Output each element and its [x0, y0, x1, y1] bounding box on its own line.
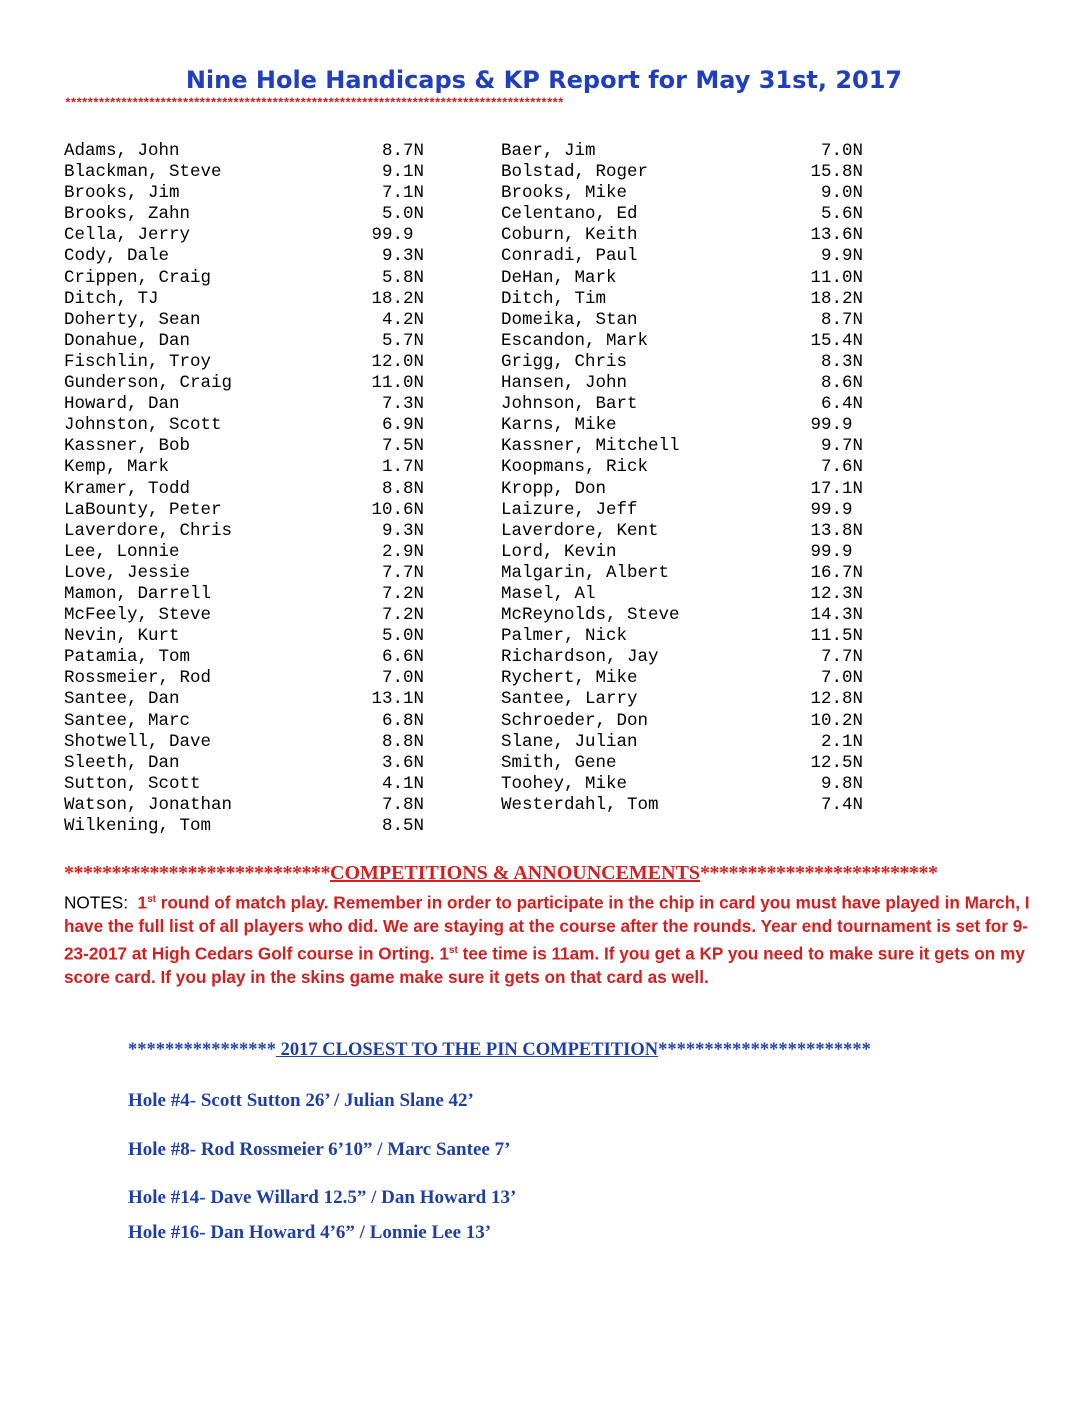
handicap-column-left	[64, 141, 424, 837]
player-handicap: 2.1N	[820, 731, 863, 752]
player-name: Baer, Jim	[501, 141, 596, 161]
player-row	[64, 436, 424, 457]
competitions-stars-left: ****************************	[64, 862, 330, 884]
player-name: Nevin, Kurt	[64, 626, 180, 647]
competitions-heading	[64, 862, 1024, 885]
player-name: Sleeth, Dan	[64, 752, 180, 773]
player-name: Johnson, Bart	[501, 394, 638, 415]
player-name: Kassner, Mitchell	[501, 436, 680, 457]
player-row	[501, 479, 863, 500]
player-handicap: 9.1N	[381, 162, 424, 183]
player-name: Laizure, Jeff	[501, 499, 638, 520]
page-title: Nine Hole Handicaps & KP Report for May 31st, 2017	[185, 66, 903, 94]
player-name: Adams, John	[64, 141, 180, 161]
notes-paragraph	[64, 888, 1032, 989]
player-name: Brooks, Mike	[501, 183, 628, 204]
player-handicap: 8.7N	[381, 141, 424, 161]
player-handicap: 7.1N	[381, 183, 424, 204]
player-handicap: 6.4N	[820, 394, 863, 415]
player-handicap: 99.9	[371, 225, 414, 246]
player-row	[501, 394, 863, 415]
player-row	[64, 774, 424, 795]
player-name: Karns, Mike	[501, 415, 617, 436]
player-row	[64, 268, 424, 289]
player-row	[501, 415, 863, 436]
player-handicap: 15.4N	[810, 330, 863, 351]
player-row	[64, 668, 424, 689]
player-handicap: 99.9	[810, 415, 853, 436]
player-name: Brooks, Jim	[64, 183, 180, 204]
player-name: Cody, Dale	[64, 246, 170, 267]
player-handicap: 8.8N	[381, 478, 424, 499]
player-handicap: 5.7N	[381, 330, 424, 351]
player-row	[64, 331, 424, 352]
player-row	[501, 753, 863, 774]
kp-heading-label: 2017 CLOSEST TO THE PIN COMPETITION	[276, 1040, 659, 1060]
player-row	[501, 689, 863, 710]
competitions-stars-right: *************************	[700, 862, 938, 884]
player-row	[501, 563, 863, 584]
player-row	[64, 732, 424, 753]
player-name: Toohey, Mike	[501, 773, 628, 794]
player-handicap: 13.6N	[810, 225, 863, 246]
player-row	[501, 774, 863, 795]
player-name: Palmer, Nick	[501, 626, 628, 647]
player-row	[64, 162, 424, 183]
player-name: Watson, Jonathan	[64, 794, 233, 815]
player-handicap: 9.0N	[820, 183, 863, 204]
player-row	[64, 521, 424, 542]
player-handicap: 99.9	[810, 541, 853, 562]
player-name: Smith, Gene	[501, 752, 617, 773]
player-row	[64, 626, 424, 647]
player-handicap: 10.6N	[371, 499, 424, 520]
player-name: Johnston, Scott	[64, 415, 222, 436]
player-handicap: 5.0N	[381, 626, 424, 647]
player-name: Coburn, Keith	[501, 225, 638, 246]
player-handicap: 9.7N	[820, 436, 863, 457]
player-handicap: 13.1N	[371, 689, 424, 710]
notes-ordinal-1: st	[147, 894, 157, 905]
player-name: Blackman, Steve	[64, 162, 222, 183]
player-row	[64, 605, 424, 626]
player-handicap: 7.0N	[820, 141, 863, 161]
player-row	[501, 183, 863, 204]
player-handicap: 7.2N	[381, 605, 424, 626]
player-name: Cella, Jerry	[64, 225, 191, 246]
player-handicap: 18.2N	[371, 288, 424, 309]
player-handicap: 99.9	[810, 499, 853, 520]
player-name: McFeely, Steve	[64, 605, 212, 626]
player-row	[64, 542, 424, 563]
player-handicap: 13.8N	[810, 520, 863, 541]
notes-text-1: 1	[137, 892, 148, 913]
kp-hole-16: Hole #16- Dan Howard 4’6” / Lonnie Lee 13’	[128, 1222, 492, 1243]
handicap-column-right	[501, 141, 863, 816]
player-name: Crippen, Craig	[64, 267, 212, 288]
player-name: Doherty, Sean	[64, 309, 201, 330]
player-name: Lee, Lonnie	[64, 541, 180, 562]
player-handicap: 8.3N	[820, 351, 863, 372]
player-handicap: 3.6N	[381, 752, 424, 773]
player-handicap: 8.8N	[381, 731, 424, 752]
player-name: Koopmans, Rick	[501, 457, 649, 478]
player-name: Kramer, Todd	[64, 478, 191, 499]
player-handicap: 8.6N	[820, 373, 863, 394]
player-row	[501, 141, 863, 162]
player-row	[501, 436, 863, 457]
player-handicap: 9.3N	[381, 246, 424, 267]
player-handicap: 6.9N	[381, 415, 424, 436]
player-row	[501, 373, 863, 394]
player-handicap: 7.4N	[820, 794, 863, 815]
player-row	[501, 521, 863, 542]
notes-label: NOTES:	[64, 892, 128, 913]
player-name: Shotwell, Dave	[64, 731, 212, 752]
player-name: Santee, Larry	[501, 689, 638, 710]
player-handicap: 12.3N	[810, 583, 863, 604]
player-row	[64, 500, 424, 521]
player-name: Conradi, Paul	[501, 246, 638, 267]
player-name: Love, Jessie	[64, 562, 191, 583]
player-row	[64, 183, 424, 204]
player-name: Kassner, Bob	[64, 436, 191, 457]
player-row	[64, 479, 424, 500]
player-row	[501, 647, 863, 668]
player-name: Celentano, Ed	[501, 204, 638, 225]
player-row	[501, 225, 863, 246]
player-name: Bolstad, Roger	[501, 162, 649, 183]
kp-heading	[128, 1040, 1008, 1061]
player-row	[501, 605, 863, 626]
player-name: Schroeder, Don	[501, 710, 649, 731]
player-row	[501, 626, 863, 647]
player-handicap: 7.7N	[381, 562, 424, 583]
player-name: Laverdore, Chris	[64, 520, 233, 541]
player-row	[501, 795, 863, 816]
player-handicap: 7.0N	[381, 668, 424, 689]
player-row	[501, 584, 863, 605]
player-name: Kropp, Don	[501, 478, 607, 499]
player-name: Laverdore, Kent	[501, 520, 659, 541]
player-handicap: 7.6N	[820, 457, 863, 478]
player-row	[501, 162, 863, 183]
player-row	[64, 563, 424, 584]
player-row	[501, 457, 863, 478]
player-name: Kemp, Mark	[64, 457, 170, 478]
player-row	[501, 500, 863, 521]
player-name: Fischlin, Troy	[64, 351, 212, 372]
kp-hole-4: Hole #4- Scott Sutton 26’ / Julian Slane 42’	[128, 1090, 474, 1111]
player-name: Gunderson, Craig	[64, 373, 233, 394]
player-handicap: 5.6N	[820, 204, 863, 225]
player-handicap: 14.3N	[810, 605, 863, 626]
player-name: Brooks, Zahn	[64, 204, 191, 225]
player-name: Donahue, Dan	[64, 330, 191, 351]
player-handicap: 5.0N	[381, 204, 424, 225]
player-handicap: 11.0N	[371, 373, 424, 394]
player-handicap: 12.5N	[810, 752, 863, 773]
player-row	[64, 352, 424, 373]
player-handicap: 1.7N	[381, 457, 424, 478]
player-row	[501, 668, 863, 689]
player-row	[501, 204, 863, 225]
player-row	[501, 352, 863, 373]
player-row	[501, 268, 863, 289]
player-name: Domeika, Stan	[501, 309, 638, 330]
player-name: Richardson, Jay	[501, 647, 659, 668]
player-handicap: 16.7N	[810, 562, 863, 583]
player-name: Mamon, Darrell	[64, 583, 212, 604]
kp-stars-left: ****************	[128, 1040, 276, 1060]
player-name: Lord, Kevin	[501, 541, 617, 562]
player-name: Sutton, Scott	[64, 773, 201, 794]
player-row	[64, 373, 424, 394]
player-row	[64, 753, 424, 774]
player-name: Ditch, Tim	[501, 288, 607, 309]
player-name: Malgarin, Albert	[501, 562, 670, 583]
competitions-heading-label: COMPETITIONS & ANNOUNCEMENTS	[330, 862, 701, 884]
player-row	[501, 732, 863, 753]
player-name: Westerdahl, Tom	[501, 794, 659, 815]
player-name: DeHan, Mark	[501, 267, 617, 288]
player-name: Escandon, Mark	[501, 330, 649, 351]
player-handicap: 4.2N	[381, 309, 424, 330]
player-row	[64, 795, 424, 816]
player-row	[64, 816, 424, 837]
player-name: Santee, Marc	[64, 710, 191, 731]
player-name: McReynolds, Steve	[501, 605, 680, 626]
player-handicap: 9.9N	[820, 246, 863, 267]
player-row	[501, 289, 863, 310]
player-handicap: 5.8N	[381, 267, 424, 288]
player-handicap: 7.8N	[381, 794, 424, 815]
player-name: Rossmeier, Rod	[64, 668, 212, 689]
player-row	[64, 457, 424, 478]
player-handicap: 4.1N	[381, 773, 424, 794]
player-row	[64, 310, 424, 331]
player-name: Patamia, Tom	[64, 647, 191, 668]
player-row	[501, 542, 863, 563]
player-handicap: 6.8N	[381, 710, 424, 731]
player-handicap: 11.5N	[810, 626, 863, 647]
player-name: Ditch, TJ	[64, 288, 159, 309]
player-row	[501, 331, 863, 352]
player-row	[64, 225, 424, 246]
player-handicap: 7.3N	[381, 394, 424, 415]
notes-text-2: round of match play. Remember in order to participate in the chip in card you must have played in March, I have the full list of all players who did. We are staying at the course after the rounds. Year end tournament is set for 9-23-2017 at High Cedars Golf course in Orting. 1	[64, 892, 1030, 964]
player-handicap: 7.2N	[381, 583, 424, 604]
player-row	[64, 246, 424, 267]
player-name: Wilkening, Tom	[64, 816, 212, 836]
player-handicap: 18.2N	[810, 288, 863, 309]
player-row	[64, 289, 424, 310]
player-name: Slane, Julian	[501, 731, 638, 752]
player-handicap: 8.5N	[381, 816, 424, 836]
player-row	[501, 310, 863, 331]
player-handicap: 7.7N	[820, 647, 863, 668]
player-handicap: 17.1N	[810, 478, 863, 499]
player-handicap: 2.9N	[381, 541, 424, 562]
player-handicap: 12.0N	[371, 351, 424, 372]
player-handicap: 8.7N	[820, 309, 863, 330]
player-row	[64, 204, 424, 225]
player-name: Rychert, Mike	[501, 668, 638, 689]
player-handicap: 7.0N	[820, 668, 863, 689]
player-name: Howard, Dan	[64, 394, 180, 415]
player-handicap: 6.6N	[381, 647, 424, 668]
player-name: Grigg, Chris	[501, 351, 628, 372]
player-handicap: 12.8N	[810, 689, 863, 710]
player-name: Hansen, John	[501, 373, 628, 394]
player-row	[64, 689, 424, 710]
title-divider: *****************************************************************************************	[64, 96, 563, 111]
player-row	[501, 246, 863, 267]
player-row	[64, 647, 424, 668]
player-row	[64, 711, 424, 732]
player-row	[64, 141, 424, 162]
player-name: Santee, Dan	[64, 689, 180, 710]
player-row	[64, 415, 424, 436]
player-name: LaBounty, Peter	[64, 499, 222, 520]
player-row	[64, 394, 424, 415]
player-row	[64, 584, 424, 605]
kp-stars-right: ***********************	[658, 1040, 871, 1060]
notes-ordinal-2: st	[448, 944, 458, 956]
player-handicap: 9.8N	[820, 773, 863, 794]
player-row	[501, 711, 863, 732]
player-handicap: 7.5N	[381, 436, 424, 457]
kp-hole-8: Hole #8- Rod Rossmeier 6’10” / Marc Santee 7’	[128, 1139, 511, 1160]
player-handicap: 15.8N	[810, 162, 863, 183]
kp-hole-14: Hole #14- Dave Willard 12.5” / Dan Howard 13’	[128, 1187, 517, 1208]
player-handicap: 9.3N	[381, 520, 424, 541]
player-handicap: 11.0N	[810, 267, 863, 288]
player-name: Masel, Al	[501, 583, 596, 604]
player-handicap: 10.2N	[810, 710, 863, 731]
notes-text-3: tee time is 11am. If you get a KP you need to make sure it gets on my score card. If you play in the skins game make sure it gets on that card as well.	[64, 943, 1025, 987]
